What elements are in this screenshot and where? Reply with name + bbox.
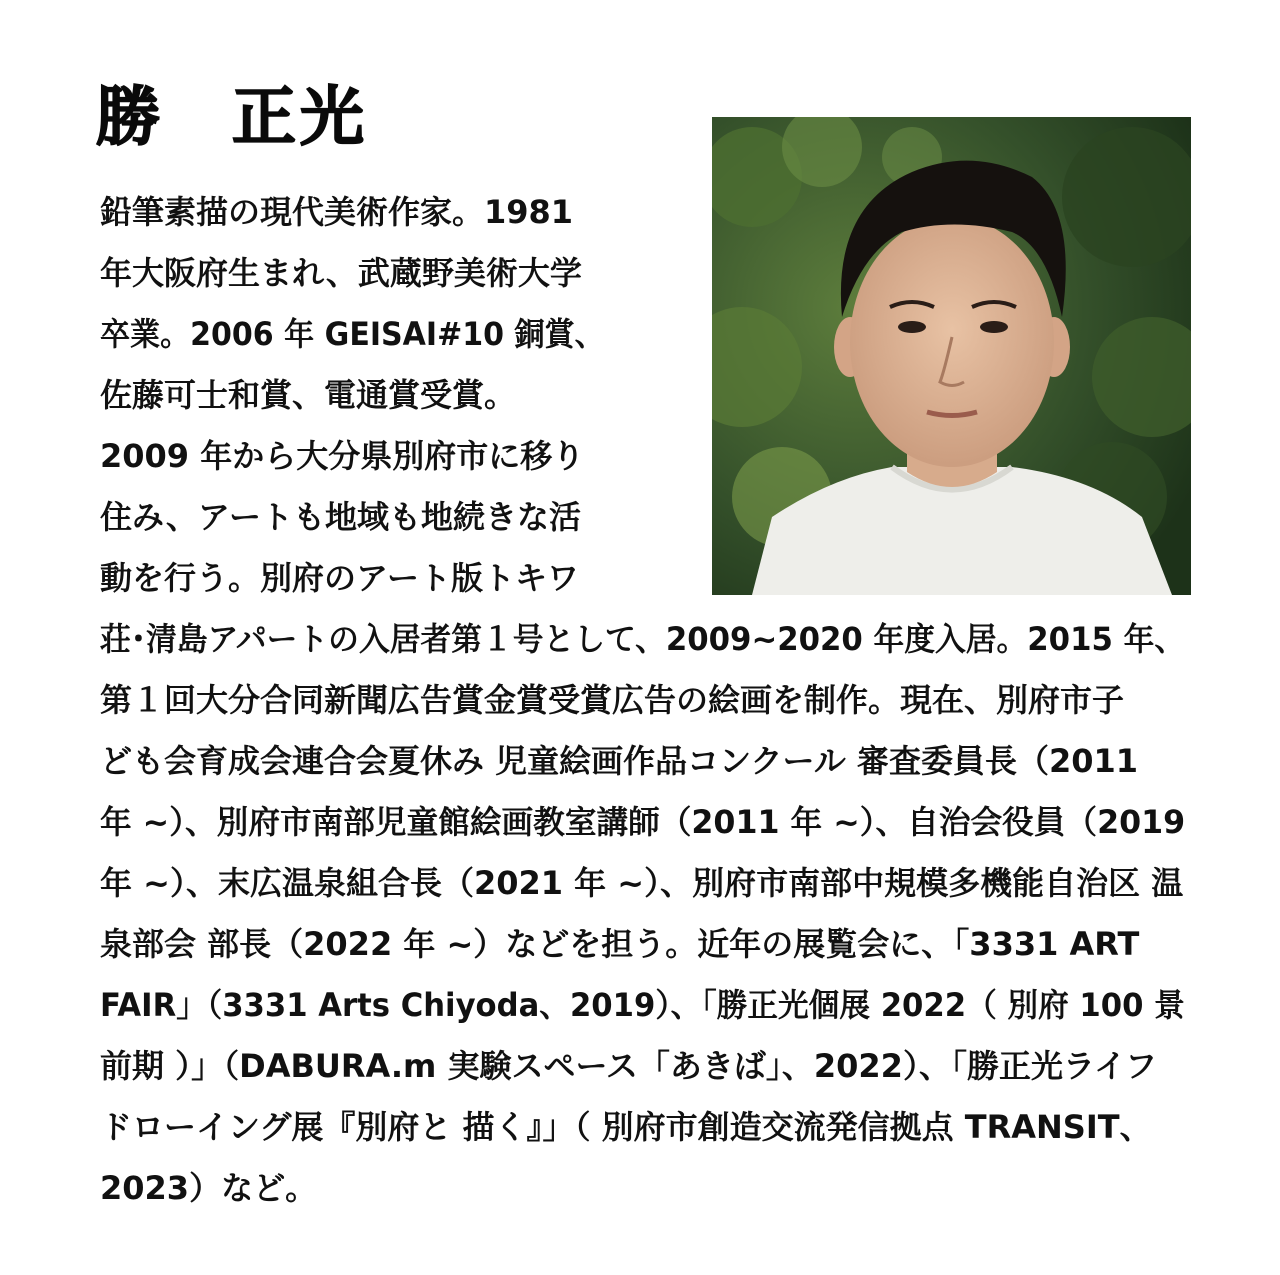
bio-line: FAIR」（3331 Arts Chiyoda、2019）、「勝正光個展 2022（ 別府 100 景	[100, 986, 1185, 1024]
bio-line: 泉部会 部長（2022 年 ~）などを担う。近年の展覧会に、「3331 ART	[100, 925, 1140, 963]
bio-line: 第１回大分合同新聞広告賞金賞受賞広告の絵画を制作。現在、別府市子	[100, 681, 1125, 719]
bio-line: 年 ~）、別府市南部児童館絵画教室講師（2011 年 ~）、自治会役員（2019	[100, 803, 1186, 841]
artist-name: 勝 正光	[96, 80, 368, 155]
bio-line: 荘･清島アパートの入居者第１号として、2009~2020 年度入居。2015 年、	[100, 620, 1186, 658]
bio-line: 2023）など。	[100, 1169, 318, 1207]
portrait-photo	[712, 117, 1191, 595]
bio-line: 卒業。2006 年 GEISAI#10 銅賞、	[100, 315, 605, 353]
bio-line: 住み、アートも地域も地続きな活	[100, 498, 581, 536]
portrait-icon	[712, 117, 1191, 595]
bio-line: 前期 ）」（DABURA.m 実験スペース「あきば」、2022）、「勝正光ライフ	[100, 1047, 1158, 1085]
bio-line: 年 ~）、末広温泉組合長（2021 年 ~）、別府市南部中規模多機能自治区 温	[100, 864, 1184, 902]
bio-line: 佐藤可士和賞、電通賞受賞。	[100, 376, 517, 414]
bio-line: 年大阪府生まれ、武蔵野美術大学	[100, 254, 582, 292]
bio-line: 動を行う。別府のアート版トキワ	[100, 559, 580, 597]
bio-line: ども会育成会連合会夏休み 児童絵画作品コンクール 審査委員長（2011	[100, 742, 1139, 780]
bio-line: 2009 年から大分県別府市に移り	[100, 437, 585, 475]
bio-line: ドローイング展『別府と 描く』」（ 別府市創造交流発信拠点 TRANSIT、	[100, 1108, 1152, 1146]
bio-line: 鉛筆素描の現代美術作家。1981	[100, 193, 574, 231]
